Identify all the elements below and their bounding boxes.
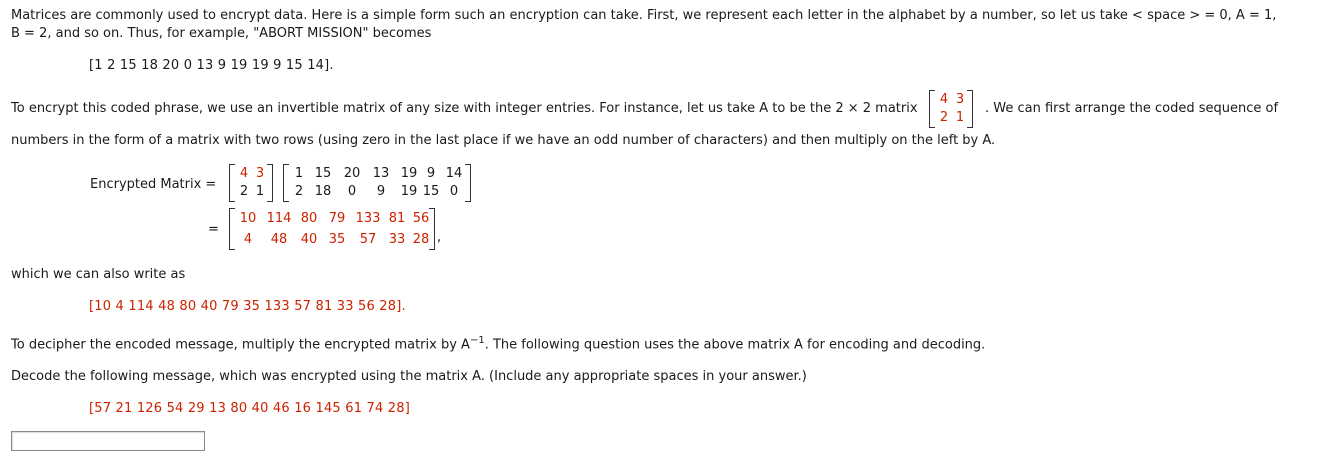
result-matrix-cell: 35: [328, 232, 346, 247]
encrypted-matrix-label: Encrypted Matrix =: [90, 177, 217, 192]
coded-matrix: [283, 164, 471, 202]
result-comma: ,: [437, 230, 442, 245]
question-text: Decode the following message, which was encrypted using the matrix A. (Include any appropriate spaces in your answer.): [11, 369, 807, 384]
decipher-superscript: −1: [469, 335, 485, 346]
matrix-a-cell: 3: [955, 92, 965, 107]
result-matrix-cell: 57: [359, 232, 377, 247]
matrix-a: [229, 164, 273, 202]
matrix-a-cell: 1: [255, 184, 265, 199]
coded-matrix-cell: 13: [372, 166, 390, 181]
coded-matrix-cell: 9: [426, 166, 436, 181]
result-matrix-cell: 33: [388, 232, 406, 247]
coded-matrix-cell: 19: [400, 166, 418, 181]
encrypted-sequence: [10 4 114 48 80 40 79 35 133 57 81 33 56 28].: [89, 299, 406, 314]
result-matrix-cell: 133: [355, 211, 381, 226]
result-matrix-cell: 40: [300, 232, 318, 247]
matrix-a-cell: 1: [955, 110, 965, 125]
coded-matrix-cell: 15: [314, 166, 332, 181]
coded-matrix-cell: 1: [294, 166, 304, 181]
matrix-a-inline: [929, 90, 973, 128]
decipher-text: [11, 332, 985, 354]
encrypt-text-after: . We can first arrange the coded sequence of: [985, 101, 1279, 116]
matrix-a-cell: 2: [239, 184, 249, 199]
intro-line-1: Matrices are commonly used to encrypt data. Here is a simple form such an encryption can take. First, we represent each letter in the alphabet by a number, so let us take < space > = 0, A = 1,: [11, 8, 1277, 23]
encrypt-text-before: To encrypt this coded phrase, we use an invertible matrix of any size with integer entries. For instance, let us take A to be the 2 × 2 matrix: [11, 101, 918, 116]
matrix-a-cell: 4: [939, 92, 949, 107]
coded-matrix-cell: 15: [422, 184, 440, 199]
matrix-a-cell: 4: [239, 166, 249, 181]
coded-matrix-cell: 14: [445, 166, 463, 181]
result-matrix-cell: 81: [388, 211, 406, 226]
coded-matrix-cell: 19: [400, 184, 418, 199]
result-matrix-cell: 114: [266, 211, 292, 226]
coded-matrix-cell: 0: [347, 184, 357, 199]
decipher-before: To decipher the encoded message, multiply the encrypted matrix by A: [11, 337, 470, 353]
coded-sequence: [1 2 15 18 20 0 13 9 19 19 9 15 14].: [89, 58, 334, 73]
intro-line-2: B = 2, and so on. Thus, for example, "ABORT MISSION" becomes: [11, 26, 432, 41]
coded-matrix-cell: 9: [376, 184, 386, 199]
result-matrix-cell: 48: [270, 232, 288, 247]
coded-matrix-cell: 20: [343, 166, 361, 181]
coded-matrix-cell: 18: [314, 184, 332, 199]
result-matrix-cell: 56: [412, 211, 430, 226]
encrypt-text-line-2: numbers in the form of a matrix with two rows (using zero in the last place if we have an odd number of characters) and then multiply on the left by A.: [11, 133, 996, 148]
matrix-a-cell: 2: [939, 110, 949, 125]
coded-matrix-cell: 0: [449, 184, 459, 199]
encoded-message: [57 21 126 54 29 13 80 40 46 16 145 61 74 28]: [89, 401, 410, 416]
answer-input[interactable]: [11, 431, 205, 451]
result-matrix: [229, 208, 435, 250]
matrix-a-cell: 3: [255, 166, 265, 181]
result-matrix-cell: 80: [300, 211, 318, 226]
coded-matrix-cell: 2: [294, 184, 304, 199]
result-matrix-cell: 4: [243, 232, 253, 247]
also-write-text: which we can also write as: [11, 267, 186, 282]
equals-sign: =: [208, 222, 219, 237]
result-matrix-cell: 28: [412, 232, 430, 247]
decipher-after: . The following question uses the above matrix A for encoding and decoding.: [484, 337, 986, 353]
result-matrix-cell: 10: [239, 211, 257, 226]
result-matrix-cell: 79: [328, 211, 346, 226]
